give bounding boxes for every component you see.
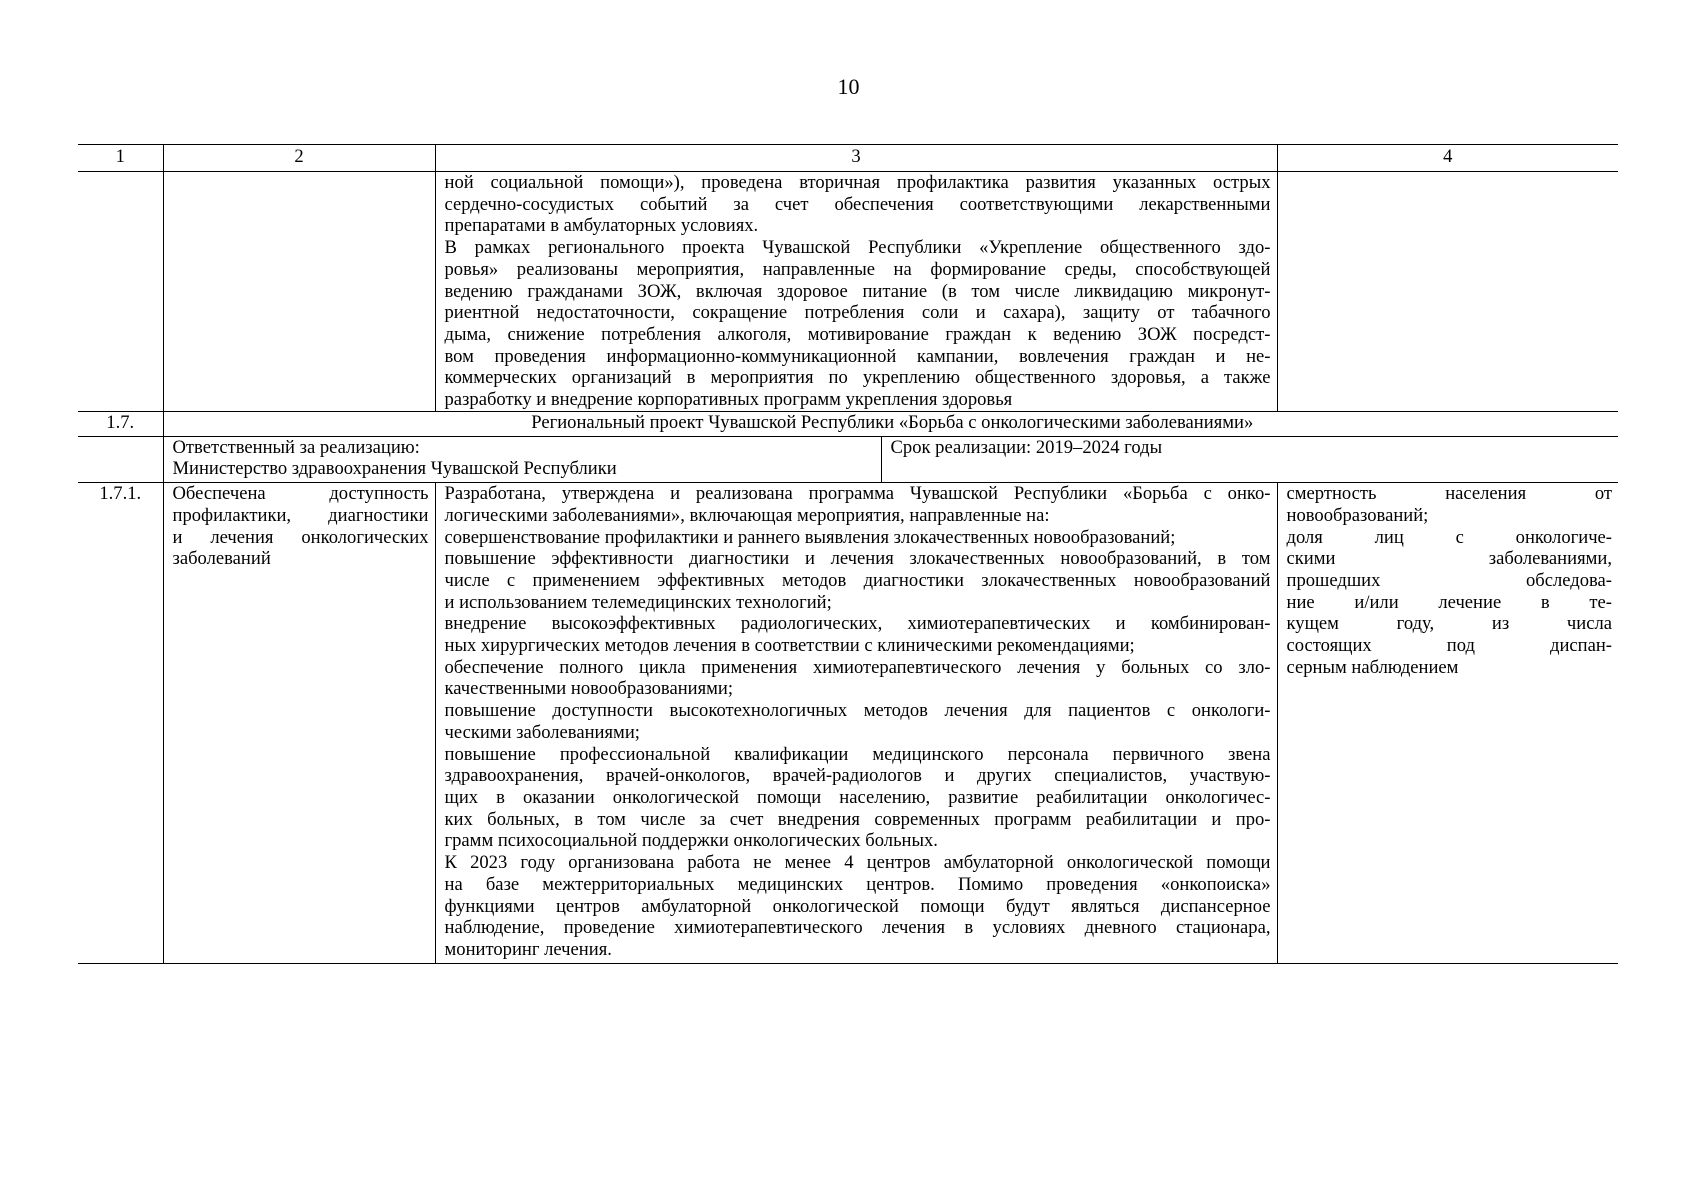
implementation-term: Срок реализации: 2019–2024 годы [890,436,1163,458]
section-number: 1.7. [78,411,163,436]
header-col-3: 3 [435,145,1277,172]
row-number: 1.7.1. [78,483,163,963]
responsible-value: Министерство здравоохранения Чувашской Республики [172,458,617,480]
row-indicators: смертность населения от новообразований; доля лиц с онкологиче- скими заболеваниями, прошедших обследова- ние и/или лечение в те- кущем году, из числа состоящих под диспан- серным наблюдением [1277,483,1618,963]
continuation-row [78,172,1618,412]
table-header-row [78,145,1618,172]
page-number: 10 [837,74,860,99]
responsible-cell [173,437,882,482]
row-description: Разработана, утверждена и реализована программа Чувашской Республики «Борьба с онко- логическими заболеваниями», включающая мероприятия, направленные на: совершенствование профилактики и раннего выявления злокачественных новообразований; повышение эффективности диагностики и лечения злокачественных новообразований, в том числе с применением эффективных методов диагностики злокачественных новообразований и использованием телемедицинских технологий; внедрение высокоэффективных радиологических, химиотерапевтических и комбинирован- ных хирургических методов лечения в соответствии с клиническими рекомендациями; обеспечение полного цикла применения химиотерапевтического лечения у больных со зло- качественными новообразованиями; повышение доступности высокотехнологичных методов лечения для пациентов с онкологи- ческими заболеваниями; повышение профессиональной квалификации медицинского персонала первичного звена здравоохранения, врачей-онкологов, врачей-радиологов и других специалистов, участвую- щих в оказании онкологической помощи населению, развитие реабилитации онкологичес- ких больных, в том числе за счет внедрения современных программ реабилитации и про- грамм психосоциальной поддержки онкологических больных. К 2023 году организована работа не менее 4 центров амбулаторной онкологической помощи на базе межтерриториальных медицинских центров. Помимо проведения «онкопоиска» функциями центров амбулаторной онкологической помощи будут являться диспансерное наблюдение, проведение химиотерапевтического лечения в условиях дневного стационара, мониторинг лечения. [435,483,1277,963]
continuation-text: ной социальной помощи»), проведена вторичная профилактика развития указанных острых сердечно-сосудистых событий за счет обеспечения соответствующими лекарственными препаратами в амбулаторных условиях. В рамках регионального проекта Чувашской Республики «Укрепление общественного здо- ровья» реализованы мероприятия, направленные на формирование среды, способствующей ведению гражданами ЗОЖ, включая здоровое питание (в том числе ликвидацию микронут- риентной недостаточности, сокращение потребления соли и сахара), защиту от табачного дыма, снижение потребления алкоголя, мотивирование граждан к ведению ЗОЖ посредст- вом проведения информационно-коммуникационной кампании, вовлечения граждан и не- коммерческих организаций в мероприятия по укреплению общественного здоровья, а также разработку и внедрение корпоративных программ укрепления здоровья [435,172,1277,412]
header-col-4: 4 [1277,145,1618,172]
header-col-1: 1 [78,145,163,172]
row-result: Обеспечена доступность профилактики, диагностики и лечения онкологических заболеваний [163,483,435,963]
table-row [78,483,1618,963]
report-table [78,144,1618,964]
responsible-label: Ответственный за реализацию: [172,436,420,458]
section-row [78,411,1618,436]
section-title: Региональный проект Чувашской Республики «Борьба с онкологическими заболеваниями» [163,411,1618,436]
responsible-row [78,436,1618,482]
header-col-2: 2 [163,145,435,172]
